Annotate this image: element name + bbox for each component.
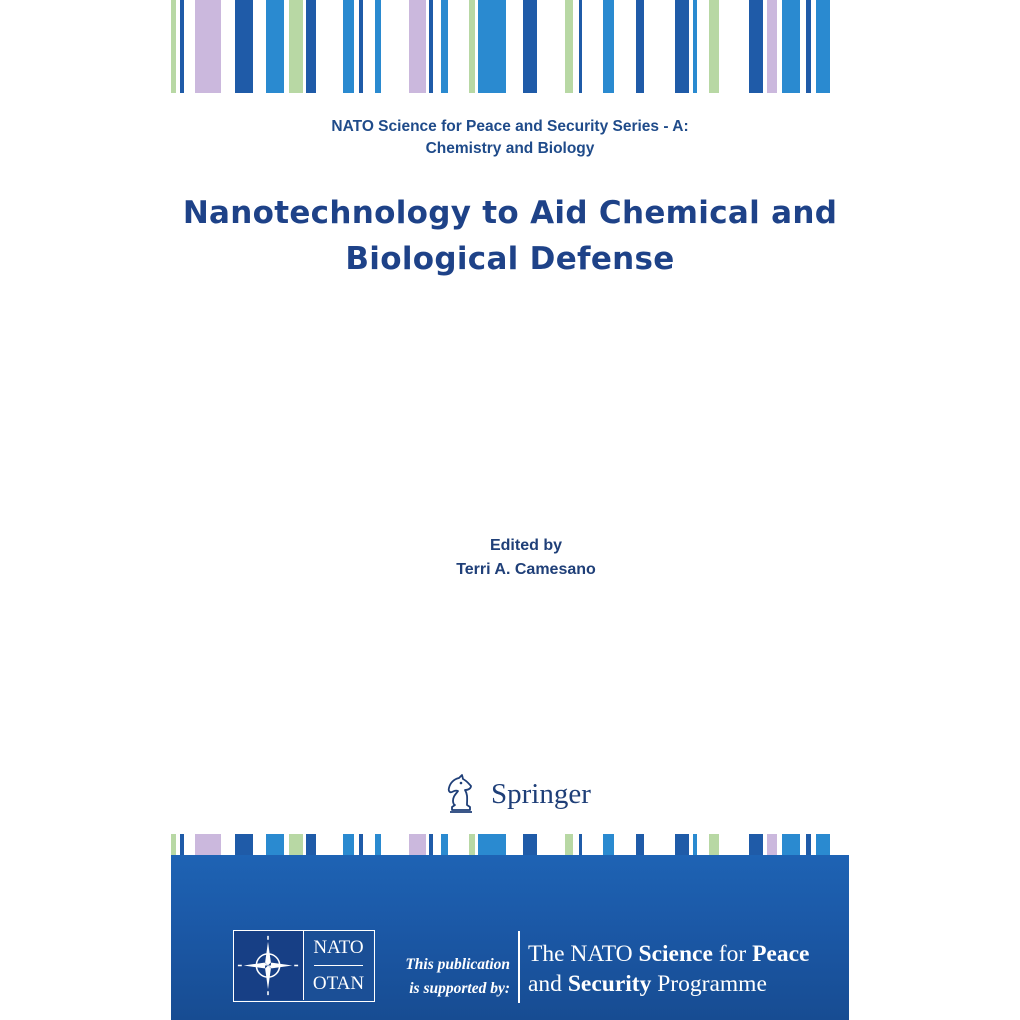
logo-nato-text: NATO <box>313 937 364 958</box>
programme-emphasis: Science <box>638 941 713 967</box>
supported-line-2: is supported by: <box>409 980 510 997</box>
series-line-2: Chemistry and Biology <box>425 140 595 157</box>
publisher-name: Springer <box>491 777 591 810</box>
logo-divider <box>314 965 363 966</box>
nato-otan-logo <box>233 930 375 1002</box>
series-line-1: NATO Science for Peace and Security Series - A: <box>331 118 689 135</box>
editor-name: Terri A. Camesano <box>456 561 596 578</box>
footer-band <box>171 855 849 1020</box>
nato-compass-star-icon <box>234 931 304 1000</box>
title-line-2: Biological Defense <box>345 241 675 277</box>
programme-name <box>528 939 809 999</box>
programme-text: and <box>528 971 568 997</box>
programme-text: for <box>712 941 753 967</box>
logo-otan-text: OTAN <box>312 973 365 994</box>
supported-line-1: This publication <box>405 956 510 973</box>
programme-text: Programme <box>651 971 767 997</box>
series-name <box>171 116 849 160</box>
footer-divider <box>518 931 520 1003</box>
book-title <box>171 190 849 282</box>
decorative-stripes-top <box>171 0 849 93</box>
book-cover <box>171 0 849 1020</box>
publisher-logo <box>443 772 591 816</box>
programme-line-1 <box>528 939 809 969</box>
programme-emphasis: Security <box>567 971 652 997</box>
decorative-stripes-bottom <box>171 834 849 856</box>
title-line-1: Nanotechnology to Aid Chemical and <box>182 195 838 231</box>
editor-credit <box>171 534 881 582</box>
nato-otan-wordmark <box>304 931 373 1000</box>
programme-text: The NATO <box>528 941 639 967</box>
programme-line-2 <box>528 969 809 999</box>
supported-by-text <box>395 953 510 1001</box>
chess-knight-icon <box>443 774 477 814</box>
edited-by-label: Edited by <box>489 537 562 554</box>
programme-emphasis: Peace <box>752 941 810 967</box>
